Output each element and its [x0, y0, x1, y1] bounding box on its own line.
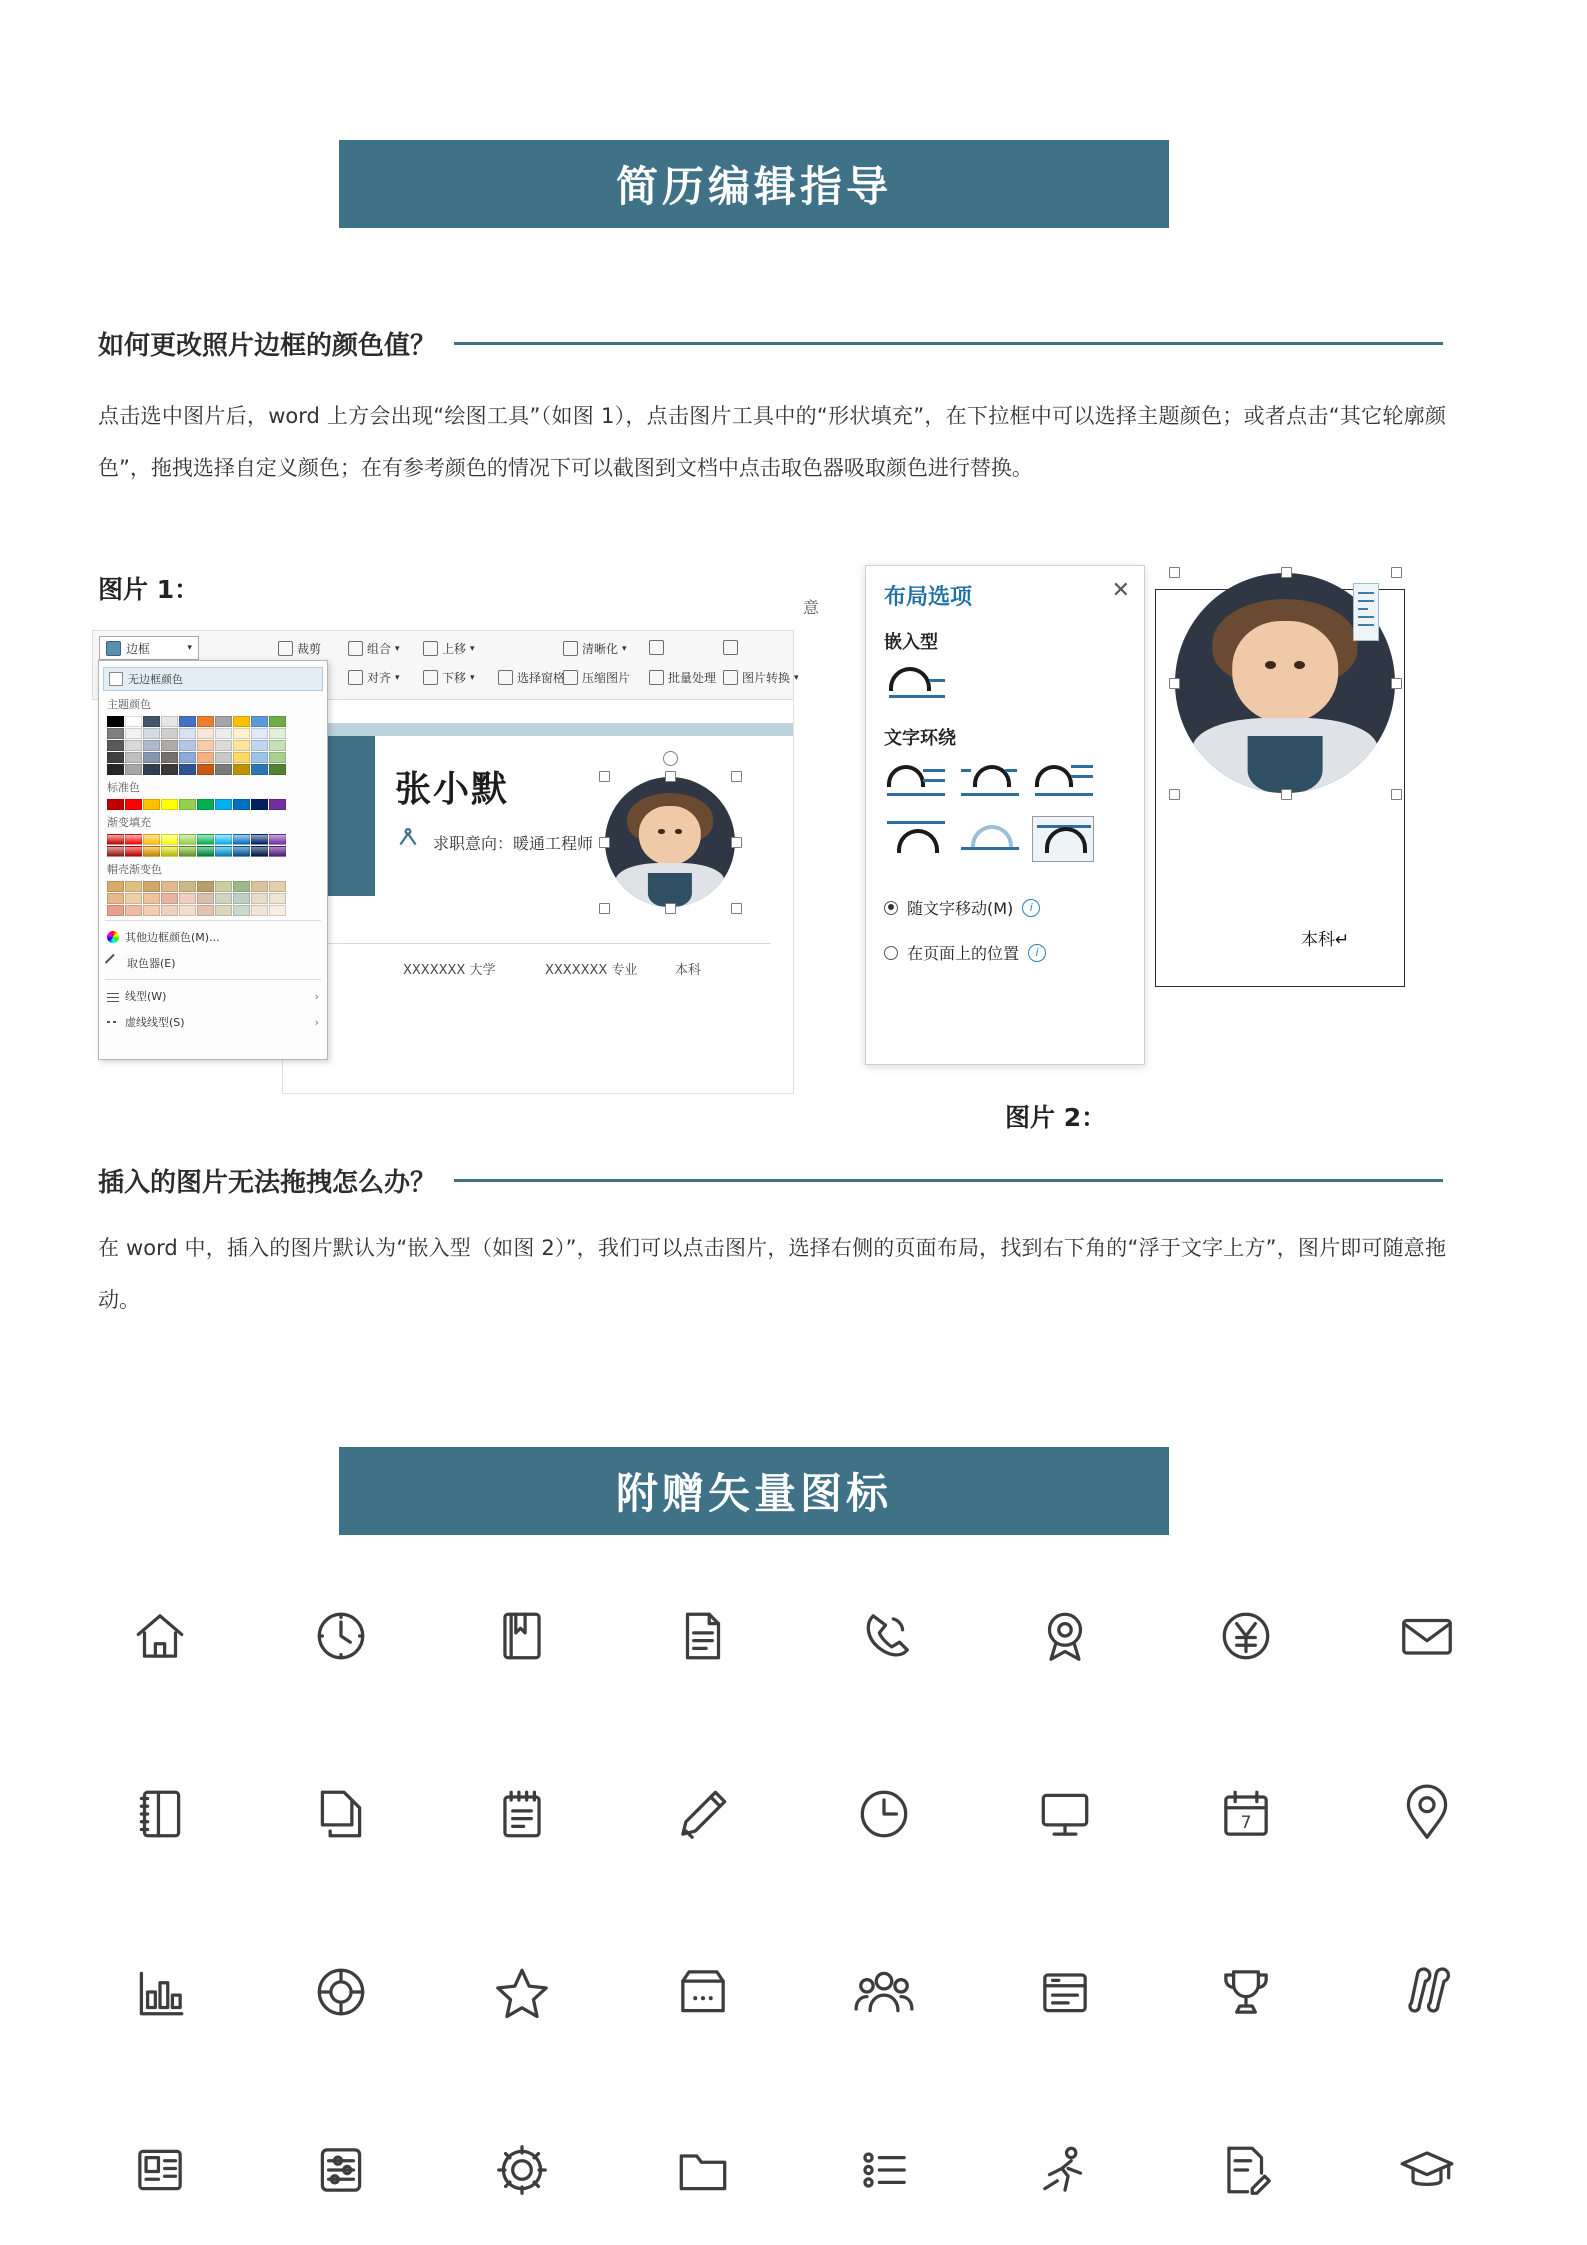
graduation-cap-icon — [1336, 2104, 1517, 2236]
bring-forward-icon — [423, 641, 438, 656]
crop-icon — [278, 641, 293, 656]
notebook-icon — [70, 1748, 251, 1880]
sliders-icon — [251, 2104, 432, 2236]
runner-icon — [974, 2104, 1155, 2236]
dropdown-gradient-label: 渐变填充 — [107, 816, 151, 829]
gradient-swatches[interactable] — [99, 833, 327, 858]
swatch[interactable] — [179, 752, 196, 763]
swatch[interactable] — [197, 893, 214, 904]
swatch[interactable] — [161, 799, 178, 810]
resize-handle-ml[interactable] — [599, 837, 610, 848]
swatch[interactable] — [233, 728, 250, 739]
icon-grid — [70, 1570, 1517, 2236]
list-icon — [794, 2104, 975, 2236]
ribbon-item-crop[interactable]: 裁剪 — [278, 640, 321, 657]
ribbon-item-compress[interactable]: 压缩图片 — [563, 669, 630, 686]
box-icon — [613, 1926, 794, 2058]
swatch[interactable] — [143, 881, 160, 892]
avatar-eye-right — [675, 829, 682, 834]
swatch[interactable] — [215, 752, 232, 763]
svg-text:7: 7 — [1240, 1812, 1252, 1833]
swatch[interactable] — [269, 752, 286, 763]
line-weight-icon — [107, 990, 119, 1002]
book-icon — [432, 1570, 613, 1702]
swatch[interactable] — [125, 846, 142, 857]
swatch[interactable] — [125, 893, 142, 904]
star-icon — [432, 1926, 613, 2058]
dash-type-icon — [107, 1016, 119, 1028]
resize-handle-br[interactable] — [731, 903, 742, 914]
swatch[interactable] — [197, 834, 214, 845]
swatch[interactable] — [107, 752, 124, 763]
dropdown-standard-label: 标准色 — [107, 781, 140, 794]
heading-rule — [454, 342, 1443, 345]
check-icon — [649, 640, 664, 655]
swatch[interactable] — [251, 881, 268, 892]
wrap-option-square[interactable] — [884, 758, 946, 804]
wrap-option-through[interactable] — [1032, 758, 1094, 804]
folder-icon — [613, 2104, 794, 2236]
swatch[interactable] — [143, 905, 160, 916]
avatar-collar — [1248, 736, 1323, 793]
swatch[interactable] — [143, 846, 160, 857]
option-fix-position-label: 在页面上的位置 — [907, 944, 1020, 963]
swatch[interactable] — [161, 716, 178, 727]
document-left-fragment: 意 — [803, 598, 820, 617]
browser-icon — [974, 1926, 1155, 2058]
heading-rule — [454, 1179, 1443, 1182]
resize-handle-tr[interactable] — [731, 771, 742, 782]
group-icon — [348, 641, 363, 656]
selection-pane-icon — [498, 670, 513, 685]
swatch[interactable] — [161, 905, 178, 916]
tools-icon — [1336, 1926, 1517, 2058]
phone-icon — [794, 1570, 975, 1702]
standard-color-swatches[interactable] — [99, 798, 327, 811]
swatch[interactable] — [215, 881, 232, 892]
layout-options-button[interactable] — [1353, 583, 1379, 641]
swatch[interactable] — [251, 799, 268, 810]
swatch[interactable] — [269, 846, 286, 857]
layout-line — [1358, 592, 1374, 594]
ribbon-item-convert[interactable]: 图片转换 ▾ — [723, 669, 799, 686]
swatch[interactable] — [269, 834, 286, 845]
avatar-collar — [648, 873, 692, 907]
swatch[interactable] — [215, 764, 232, 775]
yen-icon — [1155, 1570, 1336, 1702]
group-icon — [794, 1926, 975, 2058]
gear-icon — [432, 2104, 613, 2236]
document-header-band — [283, 723, 793, 736]
swatch[interactable] — [143, 764, 160, 775]
layout-options-title: 布局选项 — [884, 585, 973, 610]
ribbon-item-group[interactable]: 组合 ▾ — [348, 640, 400, 657]
ribbon-item-batch[interactable]: 批量处理 — [649, 669, 716, 686]
swatch[interactable] — [197, 728, 214, 739]
notepad-icon — [432, 1748, 613, 1880]
swatch[interactable] — [197, 905, 214, 916]
dropdown-separator — [105, 920, 321, 921]
swatch[interactable] — [125, 740, 142, 751]
vector-icon-gallery — [70, 1570, 1517, 2236]
swatch[interactable] — [251, 846, 268, 857]
monitor-icon — [974, 1748, 1155, 1880]
swatch[interactable] — [251, 740, 268, 751]
swatch[interactable] — [197, 752, 214, 763]
swatch[interactable] — [125, 716, 142, 727]
swatch[interactable] — [125, 905, 142, 916]
avatar-eye-right — [1294, 661, 1305, 669]
batch-icon — [649, 670, 664, 685]
swatch[interactable] — [107, 716, 124, 727]
time-icon — [794, 1748, 975, 1880]
dropdown-other-colors[interactable]: 其他边框颜色(M)... — [99, 924, 327, 950]
layout-line — [1358, 624, 1374, 626]
section-body-1: 点击选中图片后，word 上方会出现“绘图工具”（如图 1），点击图片工具中的“形状填充”，在下拉框中可以选择主题颜色；或者点击“其它轮廓颜色”，拖拽选择自定义颜色；在有参考颜色的情况下可以截图到文档中点击取色器吸取颜色进行替换。 — [98, 404, 1446, 480]
swatch[interactable] — [233, 846, 250, 857]
location-pin-icon — [1336, 1748, 1517, 1880]
document-icon — [613, 1570, 794, 1702]
swatch[interactable] — [179, 799, 196, 810]
swatch[interactable] — [107, 893, 124, 904]
option-fix-position-on-page[interactable] — [884, 941, 1046, 964]
dropdown-line-weight[interactable]: 线型(W) › — [99, 983, 327, 1009]
info-icon[interactable]: i — [1022, 899, 1040, 917]
section-heading-2-text: 插入的图片无法拖拽怎么办？ — [98, 1168, 437, 1198]
figure-2-screenshot — [803, 565, 1405, 1090]
swatch[interactable] — [251, 752, 268, 763]
swatch[interactable] — [233, 752, 250, 763]
swatch[interactable] — [251, 905, 268, 916]
resume-school: XXXXXXX 大学 — [403, 963, 496, 978]
resize-handle-tl[interactable] — [599, 771, 610, 782]
radio-selected[interactable] — [884, 901, 898, 915]
swatch[interactable] — [143, 752, 160, 763]
swatch[interactable] — [179, 740, 196, 751]
swatch[interactable] — [269, 728, 286, 739]
swatch[interactable] — [107, 740, 124, 751]
swatch[interactable] — [233, 893, 250, 904]
swatch[interactable] — [125, 728, 142, 739]
ribbon-item-picture[interactable] — [723, 640, 738, 655]
figure-2-caption: 图片 2： — [1005, 1103, 1107, 1132]
document-divider — [305, 943, 771, 944]
resume-major: XXXXXXX 专业 — [545, 963, 638, 978]
swatch[interactable] — [143, 834, 160, 845]
selected-photo[interactable] — [605, 777, 735, 907]
swatch[interactable] — [107, 799, 124, 810]
option-move-with-text-label: 随文字移动(M) — [907, 899, 1014, 918]
swatch[interactable] — [251, 893, 268, 904]
swatch[interactable] — [161, 881, 178, 892]
banner-title-2: 附赠矢量图标 — [339, 1447, 1169, 1535]
radio-unselected[interactable] — [884, 946, 898, 960]
color-wheel-icon — [107, 931, 119, 943]
swatch[interactable] — [233, 716, 250, 727]
swatch[interactable] — [269, 881, 286, 892]
dropdown-no-border[interactable]: 无边框颜色 — [103, 667, 323, 691]
figure-1-screenshot — [92, 630, 799, 1092]
ribbon-item-selection-pane[interactable]: 选择窗格 — [498, 669, 565, 686]
ribbon-item-sharpen[interactable]: 清晰化 ▾ — [563, 640, 627, 657]
avatar-eye-left — [1265, 661, 1276, 669]
eyedropper-icon — [105, 954, 123, 972]
figure-1-caption: 图片 1： — [98, 575, 200, 604]
swatch[interactable] — [233, 764, 250, 775]
swatch[interactable] — [215, 905, 232, 916]
swatch[interactable] — [161, 740, 178, 751]
signature-icon — [1155, 2104, 1336, 2236]
swatch[interactable] — [215, 716, 232, 727]
avatar — [605, 777, 735, 907]
avatar-face — [639, 806, 701, 866]
resize-handle-bl[interactable] — [599, 903, 610, 914]
dropdown-dash-type[interactable]: 虚线线型(S) › — [99, 1009, 327, 1035]
swatch[interactable] — [251, 834, 268, 845]
resize-handle-tc[interactable] — [1281, 567, 1292, 578]
swatch[interactable] — [251, 764, 268, 775]
swatch[interactable] — [161, 846, 178, 857]
resume-degree: 本科 — [675, 963, 702, 978]
swatch[interactable] — [161, 728, 178, 739]
ribbon-item-checkbox[interactable] — [649, 640, 664, 655]
swatch[interactable] — [143, 740, 160, 751]
layout-line — [1358, 616, 1374, 618]
compress-icon — [563, 670, 578, 685]
section-heading-2 — [98, 1162, 1443, 1199]
swatch[interactable] — [269, 764, 286, 775]
trophy-icon — [1155, 1926, 1336, 2058]
swatch[interactable] — [269, 905, 286, 916]
dropdown-separator — [105, 979, 321, 980]
word-document-canvas — [282, 690, 794, 1094]
resize-handle-tl[interactable] — [1169, 567, 1180, 578]
swatch[interactable] — [179, 905, 196, 916]
section-heading-1-text: 如何更改照片边框的颜色值？ — [98, 331, 437, 361]
chevron-right-icon: › — [314, 1015, 319, 1029]
swatch[interactable] — [197, 799, 214, 810]
dropdown-eyedropper[interactable]: 取色器(E) — [99, 950, 327, 976]
rotate-handle[interactable] — [663, 751, 678, 766]
swatch[interactable] — [125, 834, 142, 845]
swatch[interactable] — [233, 905, 250, 916]
clock-icon — [251, 1570, 432, 1702]
border-button[interactable]: 边框 ▾ — [99, 636, 199, 660]
wrap-option-behind-text[interactable] — [958, 816, 1020, 862]
swatch[interactable] — [233, 799, 250, 810]
close-icon[interactable]: ✕ — [1111, 578, 1130, 603]
section-body-2: 在 word 中，插入的图片默认为“嵌入型（如图 2）”，我们可以点击图片，选择右侧的页面布局，找到右下角的“浮于文字上方”，图片即可随意拖动。 — [98, 1236, 1446, 1312]
swatch[interactable] — [143, 728, 160, 739]
ribbon-item-send-backward[interactable]: 下移 ▾ — [423, 669, 475, 686]
swatch[interactable] — [179, 728, 196, 739]
group-inline-label: 嵌入型 — [884, 632, 938, 653]
swatch[interactable] — [233, 881, 250, 892]
swatch[interactable] — [197, 764, 214, 775]
swatch[interactable] — [179, 764, 196, 775]
layout-options-panel — [865, 565, 1145, 1065]
picture-icon — [723, 640, 738, 655]
swatch[interactable] — [215, 740, 232, 751]
swatch[interactable] — [179, 881, 196, 892]
swatch[interactable] — [197, 846, 214, 857]
resize-handle-tc[interactable] — [665, 771, 676, 782]
dropdown-shell-label: 帽壳渐变色 — [107, 863, 162, 876]
align-icon — [348, 670, 363, 685]
info-icon[interactable]: i — [1028, 944, 1046, 962]
swatch[interactable] — [269, 716, 286, 727]
shell-gradient-swatches[interactable] — [99, 880, 327, 917]
group-wrap-label: 文字环绕 — [884, 728, 956, 749]
swatch[interactable] — [197, 881, 214, 892]
resize-handle-bl[interactable] — [1169, 789, 1180, 800]
no-border-icon — [109, 672, 123, 686]
pencil-icon — [613, 1748, 794, 1880]
resume-name: 张小默 — [395, 769, 510, 810]
swatch[interactable] — [107, 728, 124, 739]
resize-handle-bc[interactable] — [665, 903, 676, 914]
section-heading-1 — [98, 325, 1443, 362]
swatch[interactable] — [179, 834, 196, 845]
swatch[interactable] — [107, 846, 124, 857]
banner-title-1: 简历编辑指导 — [339, 140, 1169, 228]
swatch[interactable] — [143, 799, 160, 810]
swatch[interactable] — [107, 764, 124, 775]
ribbon-item-bring-forward[interactable]: 上移 ▾ — [423, 640, 475, 657]
wrap-option-tight[interactable] — [958, 758, 1020, 804]
swatch[interactable] — [215, 728, 232, 739]
swatch[interactable] — [269, 740, 286, 751]
swatch[interactable] — [179, 846, 196, 857]
lifebuoy-icon — [251, 1926, 432, 2058]
avatar-face — [1232, 621, 1338, 722]
swatch[interactable] — [269, 799, 286, 810]
mail-icon — [1336, 1570, 1517, 1702]
swatch[interactable] — [107, 834, 124, 845]
swatch[interactable] — [197, 740, 214, 751]
swatch[interactable] — [107, 905, 124, 916]
medal-icon — [974, 1570, 1155, 1702]
swatch[interactable] — [215, 834, 232, 845]
swatch[interactable] — [161, 752, 178, 763]
resize-handle-ml[interactable] — [1169, 678, 1180, 689]
swatch[interactable] — [251, 716, 268, 727]
resize-handle-tr[interactable] — [1391, 567, 1402, 578]
send-backward-icon — [423, 670, 438, 685]
swatch[interactable] — [161, 764, 178, 775]
swatch[interactable] — [107, 881, 124, 892]
convert-icon — [723, 670, 738, 685]
target-icon — [395, 825, 421, 851]
wrap-option-in-front-of-text[interactable] — [1032, 816, 1094, 862]
border-color-dropdown[interactable] — [98, 660, 328, 1060]
sharpen-icon — [563, 641, 578, 656]
home-icon — [70, 1570, 251, 1702]
swatch[interactable] — [125, 764, 142, 775]
swatch[interactable] — [125, 799, 142, 810]
resize-handle-mr[interactable] — [731, 837, 742, 848]
copy-icon — [251, 1748, 432, 1880]
id-card-icon — [70, 2104, 251, 2236]
document-degree-text: 本科↵ — [1301, 930, 1350, 950]
layout-line — [1358, 608, 1368, 610]
bar-chart-icon — [70, 1926, 251, 2058]
swatch[interactable] — [197, 716, 214, 727]
swatch[interactable] — [215, 799, 232, 810]
resize-handle-br[interactable] — [1391, 789, 1402, 800]
swatch[interactable] — [125, 752, 142, 763]
resize-handle-bc[interactable] — [1281, 789, 1292, 800]
swatch[interactable] — [161, 893, 178, 904]
layout-line — [1358, 600, 1374, 602]
calendar-icon — [1155, 1748, 1336, 1880]
swatch[interactable] — [161, 834, 178, 845]
wrap-option-inline[interactable] — [884, 662, 946, 708]
swatch[interactable] — [269, 893, 286, 904]
swatch[interactable] — [233, 740, 250, 751]
swatch[interactable] — [215, 846, 232, 857]
avatar-eye-left — [658, 829, 665, 834]
ribbon-item-align[interactable]: 对齐 ▾ — [348, 669, 400, 686]
theme-color-swatches[interactable] — [99, 715, 327, 776]
swatch[interactable] — [251, 728, 268, 739]
swatch[interactable] — [125, 881, 142, 892]
swatch[interactable] — [179, 893, 196, 904]
border-icon — [106, 641, 121, 656]
chevron-right-icon: › — [314, 989, 319, 1003]
swatch[interactable] — [143, 893, 160, 904]
swatch[interactable] — [233, 834, 250, 845]
option-move-with-text[interactable] — [884, 896, 1040, 919]
dropdown-theme-label: 主题颜色 — [107, 698, 151, 711]
wrap-option-top-bottom[interactable] — [884, 816, 946, 862]
border-button-label: 边框 — [126, 641, 151, 656]
swatch[interactable] — [179, 716, 196, 727]
swatch[interactable] — [143, 716, 160, 727]
resize-handle-mr[interactable] — [1391, 678, 1402, 689]
resume-objective: 求职意向：暖通工程师 — [433, 834, 594, 853]
swatch[interactable] — [215, 893, 232, 904]
